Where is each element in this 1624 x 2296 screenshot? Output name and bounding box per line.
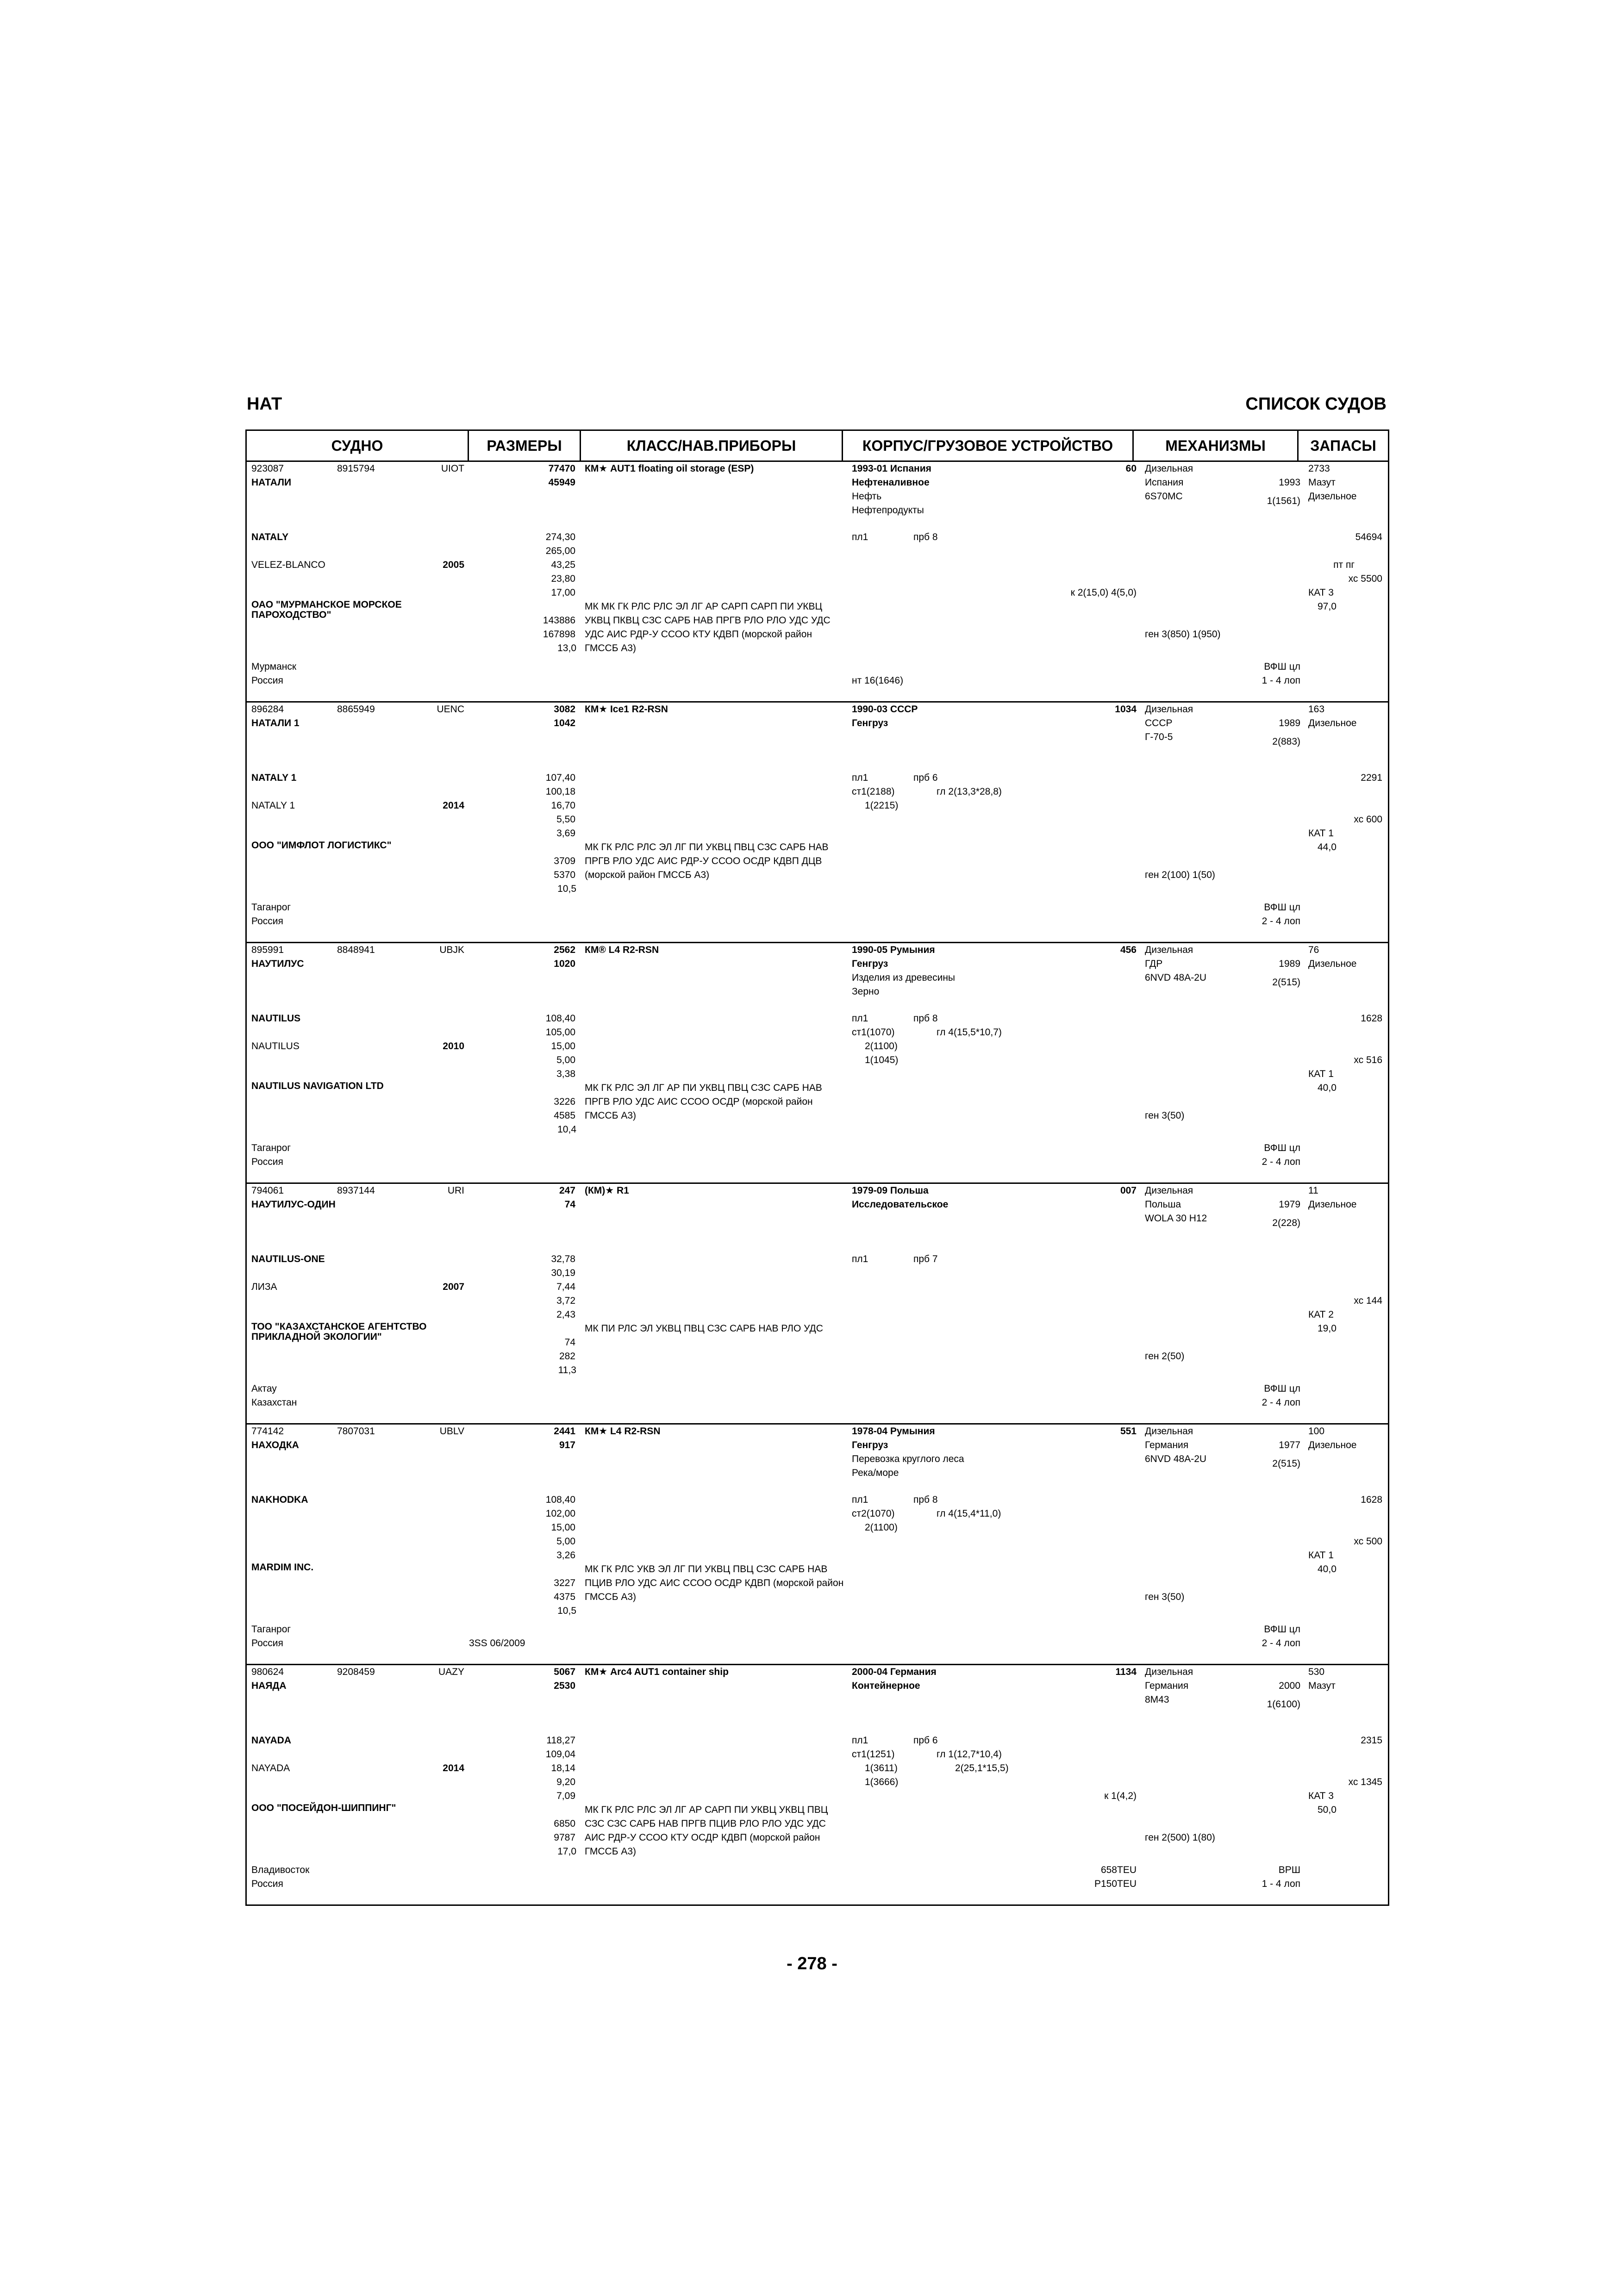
generators: ген 2(500) 1(80) xyxy=(1145,1832,1215,1843)
fuel-quantity: 76 xyxy=(1308,945,1319,955)
hull-number: 1134 xyxy=(1115,1667,1137,1677)
build-date-country: 1990-05 Румыния xyxy=(852,945,935,955)
home-port: Актау xyxy=(251,1383,277,1394)
decks: пл1 xyxy=(852,1254,868,1264)
ship-record xyxy=(246,1424,1389,1665)
gross-tonnage: 74 xyxy=(564,1199,575,1210)
depth: 5,00 xyxy=(556,1536,575,1547)
bulkheads: прб 8 xyxy=(913,1013,938,1024)
register-number: 774142 xyxy=(251,1426,284,1437)
engine-year: 1979 xyxy=(1279,1199,1300,1210)
decks: пл1 xyxy=(852,772,868,783)
speed: 10,4 xyxy=(557,1124,576,1135)
crew-capacity: хс 144 xyxy=(1354,1295,1382,1306)
imo-number: 7807031 xyxy=(337,1426,375,1437)
fuel-type-1: Дизельное xyxy=(1308,1199,1357,1210)
call-sign: UAZY xyxy=(438,1667,464,1677)
auxiliary-value: 97,0 xyxy=(1318,601,1337,612)
generators: ген 3(50) xyxy=(1145,1592,1185,1602)
holds: ст2(1070) xyxy=(852,1508,895,1519)
ship-record xyxy=(246,702,1389,943)
running-header-right: СПИСОК СУДОВ xyxy=(1245,394,1387,414)
cargo-type-1: Изделия из древесины xyxy=(852,972,956,983)
displacement: 4375 xyxy=(554,1592,575,1602)
home-port: Мурманск xyxy=(251,661,297,672)
gross-tonnage: 45949 xyxy=(548,477,575,488)
imo-number: 8937144 xyxy=(337,1185,375,1196)
fuel-quantity: 2733 xyxy=(1308,463,1330,474)
displacement: 5370 xyxy=(554,870,575,880)
bulkheads: прб 7 xyxy=(913,1254,938,1264)
ship-name: НАТАЛИ xyxy=(251,477,292,488)
former-name: ЛИЗА xyxy=(251,1282,277,1292)
hull-number: 551 xyxy=(1120,1426,1137,1437)
category: КАТ 2 xyxy=(1308,1309,1334,1320)
former-name: NAUTILUS xyxy=(251,1041,300,1052)
ship-type: Нефтеналивное xyxy=(852,477,930,488)
engine-model: 6NVD 48A-2U xyxy=(1145,972,1207,983)
engine-year: 1977 xyxy=(1279,1440,1300,1450)
cargo-type-2: Зерно xyxy=(852,986,880,997)
propeller: ВРШ xyxy=(1278,1865,1300,1875)
column-header-machinery: МЕХАНИЗМЫ xyxy=(1133,430,1298,461)
hold-capacity-3: 1(1045) xyxy=(865,1055,899,1065)
generators: ген 3(50) xyxy=(1145,1110,1185,1121)
holds: ст1(1070) xyxy=(852,1027,895,1038)
call-sign: UIOT xyxy=(441,463,464,474)
home-port: Таганрог xyxy=(251,1143,291,1153)
home-port: Владивосток xyxy=(251,1865,310,1875)
speed: 11,3 xyxy=(558,1365,576,1375)
engine-year: 1989 xyxy=(1279,958,1300,969)
ship-name-latin: NAUTILUS-ONE xyxy=(251,1254,325,1264)
length-overall: 118,27 xyxy=(546,1735,575,1746)
holds: ст1(1251) xyxy=(852,1749,895,1760)
class-notation: КМ★ L4 R2-RSN xyxy=(585,1426,661,1437)
length-overall: 107,40 xyxy=(545,772,575,783)
category: КАТ 1 xyxy=(1308,828,1334,839)
fuel-quantity: 530 xyxy=(1308,1667,1325,1677)
gross-tonnage: 1020 xyxy=(554,958,575,969)
fuel-type-1: Мазут xyxy=(1308,1680,1336,1691)
length-between-perpendiculars: 102,00 xyxy=(545,1508,575,1519)
length-overall: 108,40 xyxy=(545,1013,575,1024)
breadth: 15,00 xyxy=(551,1041,575,1052)
record-year: 2014 xyxy=(443,1763,464,1773)
class-notation: КМ★ Arc4 AUT1 container ship xyxy=(585,1667,729,1677)
displacement: 4585 xyxy=(554,1110,575,1121)
draught: 17,00 xyxy=(551,587,575,598)
engine-year: 1993 xyxy=(1279,477,1300,488)
cargo-capacity: 2315 xyxy=(1361,1735,1382,1746)
breadth: 18,14 xyxy=(551,1763,575,1773)
page-number: - 278 - xyxy=(787,1954,837,1973)
ship-type: Генгруз xyxy=(852,718,888,728)
decks: пл1 xyxy=(852,1494,868,1505)
former-name: NAYADA xyxy=(251,1763,290,1773)
record-year: 2007 xyxy=(443,1282,464,1292)
register-number: 980624 xyxy=(251,1667,284,1677)
deadweight: 247 xyxy=(559,1185,575,1196)
record-year: 2014 xyxy=(443,800,464,811)
length-overall: 32,78 xyxy=(551,1254,575,1264)
length-between-perpendiculars: 105,00 xyxy=(545,1027,575,1038)
engine-model: Г-70-5 xyxy=(1145,732,1173,742)
draught: 7,09 xyxy=(556,1791,575,1801)
navigation-equipment: МК ГК РЛС РЛС ЭЛ ЛГ ПИ УКВЦ ПВЦ СЗС САРБ НАВ ПРГВ РЛО УДС АИС РДР-У ССОО ОСДР КДВП ДЦВ (морской район ГМССБ А3) xyxy=(585,842,829,880)
cargo-type-1: Перевозка круглого леса xyxy=(852,1454,964,1464)
length-overall: 274,30 xyxy=(545,532,575,542)
auxiliary-value: 50,0 xyxy=(1318,1804,1337,1815)
ship-record xyxy=(246,1665,1389,1905)
fuel-type-1: Дизельное xyxy=(1308,1440,1357,1450)
ship-type: Генгруз xyxy=(852,1440,888,1450)
engine-type: Дизельная xyxy=(1145,1426,1193,1437)
deadweight: 77470 xyxy=(548,463,575,474)
net-capacity: 143886 xyxy=(543,615,575,626)
depth: 5,00 xyxy=(556,1055,575,1065)
auxiliary-value: 44,0 xyxy=(1318,842,1337,852)
engine-type: Дизельная xyxy=(1145,704,1193,715)
ship-record xyxy=(246,1183,1389,1424)
net-capacity: 74 xyxy=(564,1337,575,1348)
propeller: ВФШ цл xyxy=(1264,1624,1300,1635)
depth: 5,50 xyxy=(556,814,575,825)
propeller: ВФШ цл xyxy=(1264,902,1300,913)
cargo-capacity: 1628 xyxy=(1361,1013,1382,1024)
propeller: ВФШ цл xyxy=(1264,1143,1300,1153)
navigation-equipment: МК ГК РЛС ЭЛ ЛГ АР ПИ УКВЦ ПВЦ СЗС САРБ НАВ ПРГВ РЛО УДС АИС ССОО ОСДР (морской район ГМССБ А3) xyxy=(585,1083,822,1121)
category: КАТ 1 xyxy=(1308,1069,1334,1079)
engine-power: 2(515) xyxy=(1272,1458,1300,1469)
engine-country: Германия xyxy=(1145,1680,1189,1691)
fuel-type-2: Дизельное xyxy=(1308,491,1357,502)
engine-power: 2(228) xyxy=(1272,1218,1300,1228)
build-date-country: 1993-01 Испания xyxy=(852,463,931,474)
hull-number: 60 xyxy=(1125,463,1137,474)
gross-tonnage: 2530 xyxy=(554,1680,575,1691)
breadth: 15,00 xyxy=(551,1522,575,1533)
generators: ген 2(50) xyxy=(1145,1351,1185,1362)
net-capacity: 6850 xyxy=(554,1818,575,1829)
engine-country: ГДР xyxy=(1145,958,1163,969)
ship-owner: ОАО "МУРМАНСКОЕ МОРСКОЕ ПАРОХОДСТВО" xyxy=(251,599,402,620)
engine-model: WOLA 30 H12 xyxy=(1145,1213,1207,1224)
ship-owner: ООО "ИМФЛОТ ЛОГИСТИКС" xyxy=(251,840,392,851)
survey-note: 3SS 06/2009 xyxy=(469,1638,525,1649)
length-between-perpendiculars: 30,19 xyxy=(551,1268,575,1278)
column-header-class: КЛАСС/НАВ.ПРИБОРЫ xyxy=(581,430,843,461)
propeller: ВФШ цл xyxy=(1264,661,1300,672)
ship-owner: ООО "ПОСЕЙДОН-ШИППИНГ" xyxy=(251,1803,396,1813)
register-number: 923087 xyxy=(251,463,284,474)
navigation-equipment: МК ПИ РЛС ЭЛ УКВЦ ПВЦ СЗС САРБ НАВ РЛО УДС xyxy=(585,1323,823,1334)
deadweight: 3082 xyxy=(554,704,575,715)
speed: 10,5 xyxy=(557,884,576,894)
navigation-equipment: МК ГК РЛС УКВ ЭЛ ЛГ ПИ УКВЦ ПВЦ СЗС САРБ НАВ ПЦИВ РЛО УДС АИС ССОО ОСДР КДВП (морской район ГМССБ А3) xyxy=(585,1564,844,1602)
breadth: 16,70 xyxy=(551,800,575,811)
bulkheads: прб 6 xyxy=(913,1735,938,1746)
propeller-blades: 1 - 4 лоп xyxy=(1262,675,1300,686)
fuel-quantity: 100 xyxy=(1308,1426,1325,1437)
build-date-country: 1979-09 Польша xyxy=(852,1185,929,1196)
decks: пл1 xyxy=(852,532,868,542)
crew-capacity: хс 5500 xyxy=(1348,573,1382,584)
cargo-type-2: Нефтепродукты xyxy=(852,505,924,516)
hold-capacity-2: 2(1100) xyxy=(865,1522,898,1533)
record-year: 2010 xyxy=(443,1041,464,1052)
draught: 2,43 xyxy=(556,1309,575,1320)
breadth: 7,44 xyxy=(556,1282,575,1292)
ship-owner: ТОО "КАЗАХСТАНСКОЕ АГЕНТСТВО ПРИКЛАДНОЙ ЭКОЛОГИИ" xyxy=(251,1321,427,1342)
hold-capacity-2: 1(3611) xyxy=(865,1763,898,1773)
imo-number: 9208459 xyxy=(337,1667,375,1677)
ship-record xyxy=(246,461,1389,702)
fuel-type-1: Мазут xyxy=(1308,477,1336,488)
engine-power: 2(883) xyxy=(1272,736,1300,747)
net-capacity: 3709 xyxy=(554,856,575,866)
flag-country: Россия xyxy=(251,1879,283,1889)
ship-name: НАЯДА xyxy=(251,1680,287,1691)
ship-record xyxy=(246,943,1389,1183)
deadweight: 5067 xyxy=(554,1667,575,1677)
engine-year: 2000 xyxy=(1279,1680,1300,1691)
length-between-perpendiculars: 265,00 xyxy=(545,546,575,556)
breadth: 43,25 xyxy=(551,560,575,570)
teu-capacity: 658TEU xyxy=(1100,1865,1137,1875)
ship-name: НАХОДКА xyxy=(251,1440,299,1450)
propeller-blades: 2 - 4 лоп xyxy=(1262,916,1300,927)
generators: ген 2(100) 1(50) xyxy=(1145,870,1215,880)
ship-type: Контейнерное xyxy=(852,1680,920,1691)
crew-capacity: хс 1345 xyxy=(1348,1777,1382,1787)
bulkheads: прб 6 xyxy=(913,772,938,783)
ship-name-latin: NATALY xyxy=(251,532,289,542)
gross-tonnage: 1042 xyxy=(554,718,575,728)
displacement: 282 xyxy=(559,1351,575,1362)
net-capacity: 3226 xyxy=(554,1096,575,1107)
cargo-cranes: к 1(4,2) xyxy=(1104,1791,1137,1801)
hull-number: 1034 xyxy=(1115,704,1137,715)
length-overall: 108,40 xyxy=(545,1494,575,1505)
draught: 3,26 xyxy=(556,1550,575,1561)
flag-country: Россия xyxy=(251,916,283,927)
call-sign: URI xyxy=(447,1185,464,1196)
engine-type: Дизельная xyxy=(1145,945,1193,955)
bulkheads: прб 8 xyxy=(913,1494,938,1505)
call-sign: UENC xyxy=(437,704,464,715)
ship-name: НАТАЛИ 1 xyxy=(251,718,300,728)
draught: 3,69 xyxy=(556,828,575,839)
cargo-capacity: 1628 xyxy=(1361,1494,1382,1505)
propeller-blades: 1 - 4 лоп xyxy=(1262,1879,1300,1889)
engine-type: Дизельная xyxy=(1145,1667,1193,1677)
build-date-country: 1990-03 СССР xyxy=(852,704,918,715)
engine-year: 1989 xyxy=(1279,718,1300,728)
displacement: 9787 xyxy=(554,1832,575,1843)
engine-country: Испания xyxy=(1145,477,1184,488)
cargo-type-2: Река/море xyxy=(852,1468,899,1478)
propeller-blades: 2 - 4 лоп xyxy=(1262,1638,1300,1649)
table-header-row xyxy=(246,430,1389,461)
navigation-equipment: МК ГК РЛС РЛС ЭЛ ЛГ АР САРП ПИ УКВЦ УКВЦ ПВЦ СЗС СЗС САРБ НАВ ПРГВ ПЦИВ РЛО РЛО УДС УДС АИС РДР-У ССОО КТУ ОСДР КДВП (морской район ГМССБ А3) xyxy=(585,1804,828,1857)
flag-country: Россия xyxy=(251,1638,283,1649)
column-header-dimensions: РАЗМЕРЫ xyxy=(468,430,581,461)
ship-name-latin: NAUTILUS xyxy=(251,1013,301,1024)
propeller: ВФШ цл xyxy=(1264,1383,1300,1394)
speed: 10,5 xyxy=(557,1605,576,1616)
hatches: гл 2(13,3*28,8) xyxy=(937,786,1002,797)
class-notation: КМ® L4 R2-RSN xyxy=(585,945,659,955)
engine-country: Германия xyxy=(1145,1440,1189,1450)
flag-country: Казахстан xyxy=(251,1397,297,1408)
home-port: Таганрог xyxy=(251,1624,291,1635)
holds: ст1(2188) xyxy=(852,786,895,797)
engine-power: 1(1561) xyxy=(1267,496,1300,506)
call-sign: UBJK xyxy=(439,945,464,955)
build-date-country: 2000-04 Германия xyxy=(852,1667,937,1677)
depth: 23,80 xyxy=(551,573,575,584)
bulkheads: прб 8 xyxy=(913,532,938,542)
category: КАТ 3 xyxy=(1308,1791,1334,1801)
navigation-equipment: МК МК ГК РЛС РЛС ЭЛ ЛГ АР САРП САРП ПИ УКВЦ УКВЦ ПКВЦ СЗС САРБ НАВ ПРГВ РЛО РЛО УДС УДС УДС АИС РДР-У ССОО КТУ КДВП (морской район ГМССБ А3) xyxy=(585,601,831,653)
hatches: гл 4(15,5*10,7) xyxy=(937,1027,1002,1038)
call-sign: UBLV xyxy=(439,1426,464,1437)
category: КАТ 1 xyxy=(1308,1550,1334,1561)
engine-country: Польша xyxy=(1145,1199,1181,1210)
displacement: 167898 xyxy=(543,629,575,640)
column-header-ship: СУДНО xyxy=(246,430,468,461)
propeller-blades: 2 - 4 лоп xyxy=(1262,1157,1300,1167)
engine-model: 8M43 xyxy=(1145,1694,1169,1705)
depth: 3,72 xyxy=(556,1295,575,1306)
depth: 9,20 xyxy=(556,1777,575,1787)
ship-register-table xyxy=(245,429,1389,1906)
hatches: гл 1(12,7*10,4) xyxy=(937,1749,1002,1760)
running-header-left: НАТ xyxy=(247,394,282,414)
hold-capacity-2: 2(1100) xyxy=(865,1041,898,1052)
former-name: NATALY 1 xyxy=(251,800,295,811)
home-port: Таганрог xyxy=(251,902,291,913)
deadweight: 2441 xyxy=(554,1426,575,1437)
hold-capacity-3: 1(3666) xyxy=(865,1777,899,1787)
engine-model: 6S70MC xyxy=(1145,491,1183,502)
decks: пл1 xyxy=(852,1735,868,1746)
ship-name-latin: NAKHODKA xyxy=(251,1494,308,1505)
column-header-supplies: ЗАПАСЫ xyxy=(1298,430,1389,461)
cargo-type-1: Нефть xyxy=(852,491,882,502)
tanks: нт 16(1646) xyxy=(852,675,904,686)
engine-country: СССР xyxy=(1145,718,1173,728)
crew-capacity: хс 500 xyxy=(1354,1536,1382,1547)
crew-capacity: хс 600 xyxy=(1354,814,1382,825)
fuel-type-1: Дизельное xyxy=(1308,958,1357,969)
auxiliary-value: 40,0 xyxy=(1318,1083,1337,1093)
fuel-quantity: 11 xyxy=(1308,1185,1318,1196)
engine-type: Дизельная xyxy=(1145,1185,1193,1196)
net-capacity: 3227 xyxy=(554,1578,575,1588)
speed: 17,0 xyxy=(557,1846,576,1857)
engine-model: 6NVD 48A-2U xyxy=(1145,1454,1207,1464)
former-name: VELEZ-BLANCO xyxy=(251,560,325,570)
column-header-hull: КОРПУС/ГРУЗОВОЕ УСТРОЙСТВО xyxy=(843,430,1133,461)
auxiliary-value: 40,0 xyxy=(1318,1564,1337,1574)
fuel-type-1: Дизельное xyxy=(1308,718,1357,728)
class-notation: КМ★ AUT1 floating oil storage (ESP) xyxy=(585,463,754,474)
category: КАТ 3 xyxy=(1308,587,1334,598)
hold-capacity-2: 1(2215) xyxy=(865,800,899,811)
speed: 13,0 xyxy=(557,643,576,653)
record-year: 2005 xyxy=(443,560,464,570)
hatches: гл 4(15,4*11,0) xyxy=(937,1508,1001,1519)
ship-owner: NAUTILUS NAVIGATION LTD xyxy=(251,1081,384,1091)
draught: 3,38 xyxy=(556,1069,575,1079)
ship-name: НАУТИЛУС-ОДИН xyxy=(251,1199,336,1210)
length-between-perpendiculars: 109,04 xyxy=(545,1749,575,1760)
cargo-cranes: к 2(15,0) 4(5,0) xyxy=(1070,587,1137,598)
class-notation: КМ★ Ice1 R2-RSN xyxy=(585,704,668,715)
imo-number: 8848941 xyxy=(337,945,375,955)
class-notation: (КМ)★ R1 xyxy=(585,1185,629,1196)
engine-type: Дизельная xyxy=(1145,463,1193,474)
build-date-country: 1978-04 Румыния xyxy=(852,1426,935,1437)
flag-country: Россия xyxy=(251,1157,283,1167)
decks: пл1 xyxy=(852,1013,868,1024)
fire-equipment: пт пг xyxy=(1333,560,1355,570)
ship-name-latin: NATALY 1 xyxy=(251,772,297,783)
flag-country: Россия xyxy=(251,675,283,686)
register-number: 896284 xyxy=(251,704,284,715)
propeller-blades: 2 - 4 лоп xyxy=(1262,1397,1300,1408)
ship-name: НАУТИЛУС xyxy=(251,958,304,969)
hull-number: 456 xyxy=(1120,945,1137,955)
cargo-capacity: 54694 xyxy=(1355,532,1382,542)
ship-name-latin: NAYADA xyxy=(251,1735,291,1746)
cargo-capacity: 2291 xyxy=(1361,772,1382,783)
engine-power: 2(515) xyxy=(1272,977,1300,988)
register-number: 794061 xyxy=(251,1185,284,1196)
auxiliary-value: 19,0 xyxy=(1318,1323,1337,1334)
generators: ген 3(850) 1(950) xyxy=(1145,629,1221,640)
gross-tonnage: 917 xyxy=(559,1440,575,1450)
crew-capacity: хс 516 xyxy=(1354,1055,1382,1065)
teu-refrigerated: P150TEU xyxy=(1094,1879,1137,1889)
fuel-quantity: 163 xyxy=(1308,704,1325,715)
engine-power: 1(6100) xyxy=(1267,1699,1300,1710)
length-between-perpendiculars: 100,18 xyxy=(545,786,575,797)
hatches-2: 2(25,1*15,5) xyxy=(955,1763,1009,1773)
deadweight: 2562 xyxy=(554,945,575,955)
imo-number: 8915794 xyxy=(337,463,375,474)
hull-number: 007 xyxy=(1120,1185,1137,1196)
register-number: 895991 xyxy=(251,945,284,955)
ship-type: Исследовательское xyxy=(852,1199,949,1210)
ship-type: Генгруз xyxy=(852,958,888,969)
ship-owner: MARDIM INC. xyxy=(251,1562,314,1573)
imo-number: 8865949 xyxy=(337,704,375,715)
